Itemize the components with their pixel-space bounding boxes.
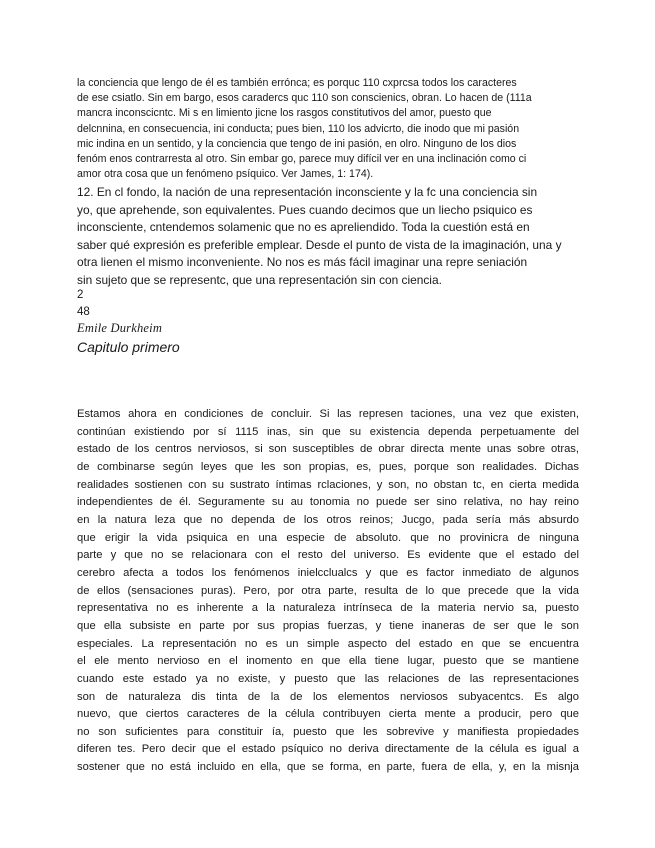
footnote-line: mic indina en un sentido, y la conciencia que tengo de ini pasión, en olro. Ninguno de los dios: [77, 137, 517, 150]
body-line: el ele mento nervioso en el inomento en que ella tiene lugar, puesto que se mantiene: [77, 655, 579, 668]
body-line: cuando este estado ya no existe, y puesto que las relaciones de las representaciones: [77, 672, 579, 685]
body-line: parte y que no se relacionara con el resto del universo. Es evidente que el estado del: [77, 549, 579, 562]
body-line: de ellos (sensaciones puras). Pero, por otra parte, resulta de lo que precede que la vida: [77, 584, 579, 597]
body-line: Estamos ahora en condiciones de concluir. Si las represen taciones, una vez que existen,: [77, 408, 579, 420]
note-line: 12. En cl fondo, la nación de una representación inconsciente y la fc una conciencia sin: [77, 185, 538, 199]
body-line: independientes de él. Seguramente su au tonomia no puede ser sino relativa, no hay reino: [77, 496, 579, 509]
running-head-author: Emile Durkheim: [77, 321, 163, 335]
body-line: continúan existiendo por sí 1115 inas, sin que su existencia dependa perpetuamente del: [77, 425, 579, 438]
footnote-line: fenóm enos contrarresta al otro. Sin embar go, parece muy difícil ver en una inclinación como ci: [77, 153, 527, 166]
body-line: especiales. La representación no es un simple aspecto del estado en que se encuentra: [77, 637, 579, 650]
page-number: 48: [77, 306, 90, 318]
note-line: saber qué expresión es preferible emplear. Desde el punto de vista de la imaginación, una y: [77, 237, 562, 252]
note-line: otra lienen el mismo inconveniente. No nos es más fácil imaginar una repre seniación: [77, 255, 528, 270]
body-line: nuevo, que ciertos caracteres de la célula contribuyen cierta mente a producir, pero que: [77, 708, 579, 721]
note-line: yo, que aprehende, son equivalentes. Pues cuando decimos que un liecho psiquico es: [77, 202, 533, 217]
body-line: sostener que no está incluido en ella, que se forma, en parte, fuera de ella, y, en la misnja: [77, 761, 579, 774]
body-line: representativa no es inherente a la naturaleza intrínseca de la materia nervio sa, puesto: [77, 602, 579, 615]
footnote-line: amor otra cosa que un fenómeno psíquico. Ver James, 1: 174).: [77, 168, 374, 181]
body-line: que erigir la vida psiquica en una especie de absoluto. que no provinicra de ninguna: [77, 531, 579, 544]
body-line: no son suficientes para constituir ía, puesto que les sobrevive y manifiesta propiedades: [77, 725, 579, 738]
body-line: realidades sostienen con su sustrato íntimas rclaciones, y son, no obstan tc, en cierta medida: [77, 478, 579, 491]
body-paragraph: [77, 406, 579, 777]
footnote-line: delcnnina, en consecuencia, ini conducta; pues bien, 110 los advicrto, die inodo que mi pasión: [77, 122, 520, 135]
body-line: estado de los centros nerviosos, si son susceptibles de obrar directa mente unas sobre otras,: [77, 443, 579, 456]
footnote-line: la conciencia que lengo de él es también errónca; es porquc 110 cxprcsa todos los caracteres: [77, 77, 517, 89]
note-12: [77, 184, 579, 290]
body-line: que ella subsiste en parte por sus propias fuerzas, y tiene inaneras de ser que le son: [77, 619, 579, 632]
page-marks: [77, 287, 579, 321]
footnote-line: de ese csiatlo. Sin em bargo, esos caradercs quc 110 son conscienics, obran. Lo hacen de (111a: [77, 92, 532, 105]
body-line: son de naturaleza dis tinta de la de los elementos nerviosos subyacentcs. Es algo: [77, 690, 579, 703]
footnote-line: mancra inconscicntc. Mi s en limiento jicne los rasgos constitutivos del amor, puesto que: [77, 107, 492, 120]
note-line: sin sujeto que se representc, que una representación sin con ciencia.: [77, 272, 442, 287]
body-line: en la natura leza que no dependa de los otros reinos; Jucgo, pada sería más absurdo: [77, 513, 579, 526]
running-head-chapter: Capitulo primero: [77, 339, 180, 355]
footnote-marker: 2: [77, 289, 84, 301]
note-line: inconsciente, cntendemos solamenic que no es apreliendido. Toda la cuestión está en: [77, 220, 530, 235]
body-line: diferen tes. Pero decir que el estado psíquico no deriva directamente de la célula es igual a: [77, 743, 579, 756]
body-line: cerebro afecta a todos los fenómenos inielcclualcs y que es factor inmediato de algunos: [77, 566, 579, 579]
footnote-continuation: [77, 76, 579, 182]
body-line: de combinarse según leyes que les son propias, es, pues, porque son realidades. Dichas: [77, 460, 579, 473]
